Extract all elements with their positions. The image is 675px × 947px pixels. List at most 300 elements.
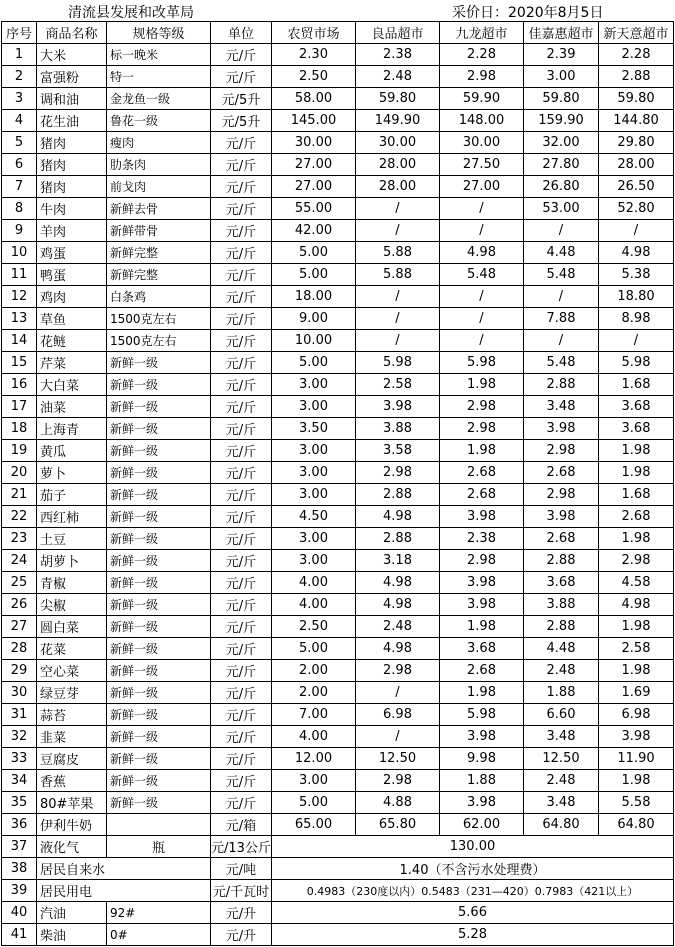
item-spec: 新鲜一级 [107, 638, 211, 660]
row-number: 16 [2, 374, 37, 396]
item-unit: 元/斤 [211, 154, 272, 176]
price-xintianyi: 3.68 [599, 418, 674, 440]
price-jiulong: 2.68 [440, 484, 524, 506]
item-spec: 金龙鱼一级 [107, 88, 211, 110]
price-jiulong: 5.98 [440, 704, 524, 726]
row-number: 3 [2, 88, 37, 110]
item-spec: 新鲜一级 [107, 616, 211, 638]
price-liangpin: 5.88 [356, 264, 440, 286]
price-market: 3.00 [272, 550, 356, 572]
item-name: 青椒 [37, 572, 107, 594]
price-market: 3.00 [272, 462, 356, 484]
price-jiulong: 2.68 [440, 660, 524, 682]
price-liangpin: 12.50 [356, 748, 440, 770]
price-jiajiahui: 4.48 [524, 242, 599, 264]
price-jiulong: 148.00 [440, 110, 524, 132]
table-row [2, 880, 674, 902]
table-row [2, 594, 674, 616]
item-unit: 元/斤 [211, 374, 272, 396]
price-liangpin: 4.98 [356, 572, 440, 594]
price-jiajiahui: 5.48 [524, 352, 599, 374]
item-unit: 元/斤 [211, 66, 272, 88]
merged-price: 130.00 [272, 836, 674, 858]
item-unit: 元/斤 [211, 462, 272, 484]
row-number: 12 [2, 286, 37, 308]
price-liangpin: / [356, 286, 440, 308]
item-spec: 新鲜一级 [107, 770, 211, 792]
item-name: 空心菜 [37, 660, 107, 682]
price-xintianyi: 26.50 [599, 176, 674, 198]
price-jiulong: 2.38 [440, 528, 524, 550]
row-number: 40 [2, 902, 37, 924]
item-spec: 新鲜一级 [107, 506, 211, 528]
table-row [2, 924, 674, 946]
price-jiulong: 1.98 [440, 440, 524, 462]
item-unit: 元/斤 [211, 770, 272, 792]
price-market: 3.00 [272, 770, 356, 792]
price-market: 5.00 [272, 264, 356, 286]
price-jiajiahui: 26.80 [524, 176, 599, 198]
item-unit: 元/斤 [211, 748, 272, 770]
price-liangpin: 2.98 [356, 462, 440, 484]
price-jiulong: 1.88 [440, 770, 524, 792]
row-number: 22 [2, 506, 37, 528]
report-header [0, 0, 675, 21]
table-row [2, 550, 674, 572]
table-row [2, 506, 674, 528]
item-unit: 元/5升 [211, 110, 272, 132]
table-body [2, 44, 674, 836]
price-market: 3.00 [272, 440, 356, 462]
price-xintianyi: 6.98 [599, 704, 674, 726]
price-xintianyi: 2.98 [599, 550, 674, 572]
item-name: 汽油 [37, 902, 107, 924]
price-liangpin: 2.88 [356, 484, 440, 506]
price-xintianyi: 11.90 [599, 748, 674, 770]
item-spec: 新鲜完整 [107, 264, 211, 286]
header-cell: 良品超市 [356, 22, 440, 44]
price-jiajiahui: 2.98 [524, 484, 599, 506]
price-liangpin: 28.00 [356, 176, 440, 198]
price-jiajiahui: 1.88 [524, 682, 599, 704]
item-spec: 鲁花一级 [107, 110, 211, 132]
price-jiajiahui: 3.98 [524, 418, 599, 440]
item-name: 油菜 [37, 396, 107, 418]
price-liangpin: 2.88 [356, 528, 440, 550]
price-jiulong: 2.98 [440, 418, 524, 440]
item-unit: 元/斤 [211, 286, 272, 308]
table-row [2, 396, 674, 418]
price-xintianyi: 4.58 [599, 572, 674, 594]
table-row [2, 682, 674, 704]
price-market: 2.00 [272, 660, 356, 682]
table-row [2, 638, 674, 660]
table-row [2, 88, 674, 110]
price-market: 12.00 [272, 748, 356, 770]
price-jiajiahui: 3.98 [524, 506, 599, 528]
item-spec: 新鲜一级 [107, 462, 211, 484]
price-xintianyi: 3.68 [599, 396, 674, 418]
item-spec: 新鲜一级 [107, 374, 211, 396]
item-name: 鸡蛋 [37, 242, 107, 264]
price-market: 3.00 [272, 396, 356, 418]
row-number: 27 [2, 616, 37, 638]
price-liangpin: 3.98 [356, 396, 440, 418]
item-spec: 新鲜一级 [107, 418, 211, 440]
price-xintianyi: 2.28 [599, 44, 674, 66]
org-name: 清流县发展和改革局 [68, 5, 194, 21]
header-cell: 九龙超市 [440, 22, 524, 44]
price-jiajiahui: 3.48 [524, 792, 599, 814]
price-xintianyi: 2.58 [599, 638, 674, 660]
item-name: 西红柿 [37, 506, 107, 528]
price-liangpin: 59.80 [356, 88, 440, 110]
table-row [2, 132, 674, 154]
row-number: 6 [2, 154, 37, 176]
price-market: 10.00 [272, 330, 356, 352]
item-name: 土豆 [37, 528, 107, 550]
row-number: 32 [2, 726, 37, 748]
row-number: 23 [2, 528, 37, 550]
price-table [1, 21, 674, 946]
row-number: 2 [2, 66, 37, 88]
price-jiajiahui: 2.88 [524, 550, 599, 572]
price-xintianyi: 144.80 [599, 110, 674, 132]
item-unit: 元/13公斤 [211, 836, 272, 858]
header-cell: 单位 [211, 22, 272, 44]
price-jiulong: 9.98 [440, 748, 524, 770]
price-xintianyi: 1.98 [599, 770, 674, 792]
price-jiajiahui: 3.48 [524, 726, 599, 748]
price-jiulong: / [440, 198, 524, 220]
item-spec: 0# [107, 924, 211, 946]
table-row [2, 286, 674, 308]
price-xintianyi: 59.80 [599, 88, 674, 110]
price-xintianyi: 1.98 [599, 660, 674, 682]
price-market: 42.00 [272, 220, 356, 242]
price-jiulong: 2.28 [440, 44, 524, 66]
item-spec: 新鲜一级 [107, 440, 211, 462]
price-market: 3.00 [272, 374, 356, 396]
item-spec: 白条鸡 [107, 286, 211, 308]
row-number: 26 [2, 594, 37, 616]
item-spec: 新鲜一级 [107, 352, 211, 374]
price-liangpin: 65.80 [356, 814, 440, 836]
price-market: 3.50 [272, 418, 356, 440]
price-jiulong: / [440, 330, 524, 352]
header-cell: 农贸市场 [272, 22, 356, 44]
price-jiajiahui: 3.88 [524, 594, 599, 616]
price-jiulong: 2.98 [440, 396, 524, 418]
item-name: 富强粉 [37, 66, 107, 88]
item-unit: 元/斤 [211, 550, 272, 572]
item-spec: 92# [107, 902, 211, 924]
price-market: 4.00 [272, 726, 356, 748]
item-name: 茄子 [37, 484, 107, 506]
row-number: 36 [2, 814, 37, 836]
merged-price: 5.66 [272, 902, 674, 924]
price-liangpin: / [356, 726, 440, 748]
price-market: 5.00 [272, 792, 356, 814]
table-row [2, 242, 674, 264]
price-market: 4.00 [272, 594, 356, 616]
table-row [2, 616, 674, 638]
item-unit: 元/斤 [211, 616, 272, 638]
price-jiajiahui: 3.48 [524, 396, 599, 418]
price-jiulong: 30.00 [440, 132, 524, 154]
item-unit: 元/斤 [211, 528, 272, 550]
price-jiulong: 3.98 [440, 792, 524, 814]
price-liangpin: 5.88 [356, 242, 440, 264]
price-market: 2.30 [272, 44, 356, 66]
price-xintianyi: 1.68 [599, 484, 674, 506]
item-unit: 元/升 [211, 902, 272, 924]
price-jiulong: 59.90 [440, 88, 524, 110]
row-number: 38 [2, 858, 37, 880]
price-jiulong: 2.98 [440, 66, 524, 88]
item-name: 草鱼 [37, 308, 107, 330]
item-name: 猪肉 [37, 176, 107, 198]
item-name: 黄瓜 [37, 440, 107, 462]
price-liangpin: 4.98 [356, 638, 440, 660]
row-number: 17 [2, 396, 37, 418]
price-jiajiahui: 2.48 [524, 770, 599, 792]
item-spec: 新鲜一级 [107, 550, 211, 572]
price-jiajiahui: 32.00 [524, 132, 599, 154]
item-spec: 新鲜一级 [107, 572, 211, 594]
item-spec: 新鲜一级 [107, 704, 211, 726]
item-unit: 元/斤 [211, 506, 272, 528]
row-number: 41 [2, 924, 37, 946]
price-jiajiahui: 3.00 [524, 66, 599, 88]
price-market: 18.00 [272, 286, 356, 308]
row-number: 11 [2, 264, 37, 286]
price-jiulong: 4.98 [440, 242, 524, 264]
price-market: 7.00 [272, 704, 356, 726]
price-jiulong: 1.98 [440, 616, 524, 638]
table-row [2, 858, 674, 880]
price-xintianyi: 1.68 [599, 374, 674, 396]
item-unit: 元/斤 [211, 132, 272, 154]
price-jiulong: 3.98 [440, 506, 524, 528]
row-number: 31 [2, 704, 37, 726]
price-jiajiahui: 2.39 [524, 44, 599, 66]
price-liangpin: 4.98 [356, 506, 440, 528]
item-spec: 新鲜一级 [107, 396, 211, 418]
row-number: 33 [2, 748, 37, 770]
price-xintianyi: 5.58 [599, 792, 674, 814]
table-row [2, 440, 674, 462]
price-jiajiahui: 27.80 [524, 154, 599, 176]
price-liangpin: 5.98 [356, 352, 440, 374]
price-jiulong: 2.68 [440, 462, 524, 484]
price-market: 5.00 [272, 242, 356, 264]
price-market: 55.00 [272, 198, 356, 220]
table-row [2, 110, 674, 132]
table-row [2, 528, 674, 550]
item-name: 豆腐皮 [37, 748, 107, 770]
price-liangpin: 3.18 [356, 550, 440, 572]
row-number: 1 [2, 44, 37, 66]
item-spec: 新鲜一级 [107, 528, 211, 550]
item-unit: 元/千瓦时 [211, 880, 272, 902]
item-unit: 元/斤 [211, 440, 272, 462]
price-market: 4.50 [272, 506, 356, 528]
item-unit: 元/斤 [211, 484, 272, 506]
price-market: 27.00 [272, 176, 356, 198]
merged-price: 5.28 [272, 924, 674, 946]
row-number: 30 [2, 682, 37, 704]
item-unit: 元/斤 [211, 396, 272, 418]
price-liangpin: 149.90 [356, 110, 440, 132]
price-jiajiahui: / [524, 220, 599, 242]
item-spec: 新鲜一级 [107, 748, 211, 770]
price-liangpin: 2.38 [356, 44, 440, 66]
row-number: 28 [2, 638, 37, 660]
table-row [2, 374, 674, 396]
price-jiajiahui: 12.50 [524, 748, 599, 770]
price-jiajiahui: 2.48 [524, 660, 599, 682]
item-unit: 元/斤 [211, 418, 272, 440]
item-unit: 元/斤 [211, 308, 272, 330]
item-name: 80#苹果 [37, 792, 107, 814]
table-row [2, 770, 674, 792]
item-unit: 元/斤 [211, 264, 272, 286]
item-name: 调和油 [37, 88, 107, 110]
price-jiajiahui: 3.68 [524, 572, 599, 594]
price-liangpin: 4.88 [356, 792, 440, 814]
header-cell: 规格等级 [107, 22, 211, 44]
price-liangpin: / [356, 330, 440, 352]
price-market: 27.00 [272, 154, 356, 176]
price-xintianyi: 1.69 [599, 682, 674, 704]
item-unit: 元/斤 [211, 660, 272, 682]
survey-date: 采价日：2020年8月5日 [452, 5, 604, 21]
price-jiajiahui: 53.00 [524, 198, 599, 220]
header-cell: 商品名称 [37, 22, 107, 44]
item-spec: 肋条肉 [107, 154, 211, 176]
row-number: 10 [2, 242, 37, 264]
merged-price: 0.4983（230度以内）0.5483（231—420）0.7983（421以上） [272, 880, 674, 902]
row-number: 25 [2, 572, 37, 594]
price-jiulong: 62.00 [440, 814, 524, 836]
price-market: 58.00 [272, 88, 356, 110]
table-row [2, 352, 674, 374]
price-xintianyi: / [599, 220, 674, 242]
price-jiajiahui: 2.88 [524, 616, 599, 638]
price-jiulong: / [440, 308, 524, 330]
row-number: 15 [2, 352, 37, 374]
row-number: 21 [2, 484, 37, 506]
item-spec: 新鲜带骨 [107, 220, 211, 242]
price-market: 30.00 [272, 132, 356, 154]
table-row [2, 836, 674, 858]
price-xintianyi: 2.88 [599, 66, 674, 88]
price-liangpin: / [356, 682, 440, 704]
item-unit: 元/斤 [211, 792, 272, 814]
price-jiulong: 3.98 [440, 572, 524, 594]
header-cell: 序号 [2, 22, 37, 44]
item-unit: 元/斤 [211, 176, 272, 198]
table-row [2, 66, 674, 88]
item-name: 尖椒 [37, 594, 107, 616]
price-xintianyi: 5.38 [599, 264, 674, 286]
price-jiulong: 5.98 [440, 352, 524, 374]
item-spec: 新鲜一级 [107, 660, 211, 682]
price-jiulong: 3.98 [440, 594, 524, 616]
item-spec: 前戈肉 [107, 176, 211, 198]
item-name: 胡萝卜 [37, 550, 107, 572]
table-row [2, 902, 674, 924]
row-number: 13 [2, 308, 37, 330]
table-row [2, 264, 674, 286]
price-liangpin: 3.58 [356, 440, 440, 462]
price-xintianyi: 64.80 [599, 814, 674, 836]
price-jiajiahui: / [524, 330, 599, 352]
price-jiajiahui: 59.80 [524, 88, 599, 110]
price-market: 65.00 [272, 814, 356, 836]
table-row [2, 330, 674, 352]
table-row [2, 308, 674, 330]
table-row [2, 748, 674, 770]
price-market: 2.50 [272, 66, 356, 88]
item-spec: 1500克左右 [107, 308, 211, 330]
row-number: 7 [2, 176, 37, 198]
item-name: 香蕉 [37, 770, 107, 792]
row-number: 5 [2, 132, 37, 154]
table-row [2, 704, 674, 726]
price-jiulong: 3.68 [440, 638, 524, 660]
price-jiulong: 3.98 [440, 726, 524, 748]
price-liangpin: / [356, 308, 440, 330]
item-unit: 元/斤 [211, 572, 272, 594]
price-liangpin: 2.98 [356, 770, 440, 792]
item-name: 蒜苔 [37, 704, 107, 726]
item-name: 羊肉 [37, 220, 107, 242]
item-name: 牛肉 [37, 198, 107, 220]
item-name: 鸡肉 [37, 286, 107, 308]
price-jiulong: / [440, 220, 524, 242]
item-spec [107, 814, 211, 836]
price-xintianyi: 28.00 [599, 154, 674, 176]
item-unit: 元/箱 [211, 814, 272, 836]
merged-price: 1.40（不含污水处理费） [272, 858, 674, 880]
item-spec: 新鲜一级 [107, 484, 211, 506]
price-liangpin: / [356, 198, 440, 220]
price-jiulong: 1.98 [440, 682, 524, 704]
item-spec: 新鲜一级 [107, 792, 211, 814]
price-market: 9.00 [272, 308, 356, 330]
price-jiulong: / [440, 286, 524, 308]
table-row [2, 572, 674, 594]
price-market: 5.00 [272, 352, 356, 374]
table-row [2, 154, 674, 176]
price-market: 3.00 [272, 484, 356, 506]
price-xintianyi: 2.68 [599, 506, 674, 528]
table-row [2, 220, 674, 242]
price-jiajiahui: 5.48 [524, 264, 599, 286]
price-xintianyi: 18.80 [599, 286, 674, 308]
price-xintianyi: 5.98 [599, 352, 674, 374]
table-row [2, 726, 674, 748]
table-row [2, 44, 674, 66]
item-unit: 元/斤 [211, 352, 272, 374]
price-liangpin: / [356, 220, 440, 242]
item-spec: 新鲜完整 [107, 242, 211, 264]
price-liangpin: 2.58 [356, 374, 440, 396]
price-market: 2.00 [272, 682, 356, 704]
item-name: 柴油 [37, 924, 107, 946]
